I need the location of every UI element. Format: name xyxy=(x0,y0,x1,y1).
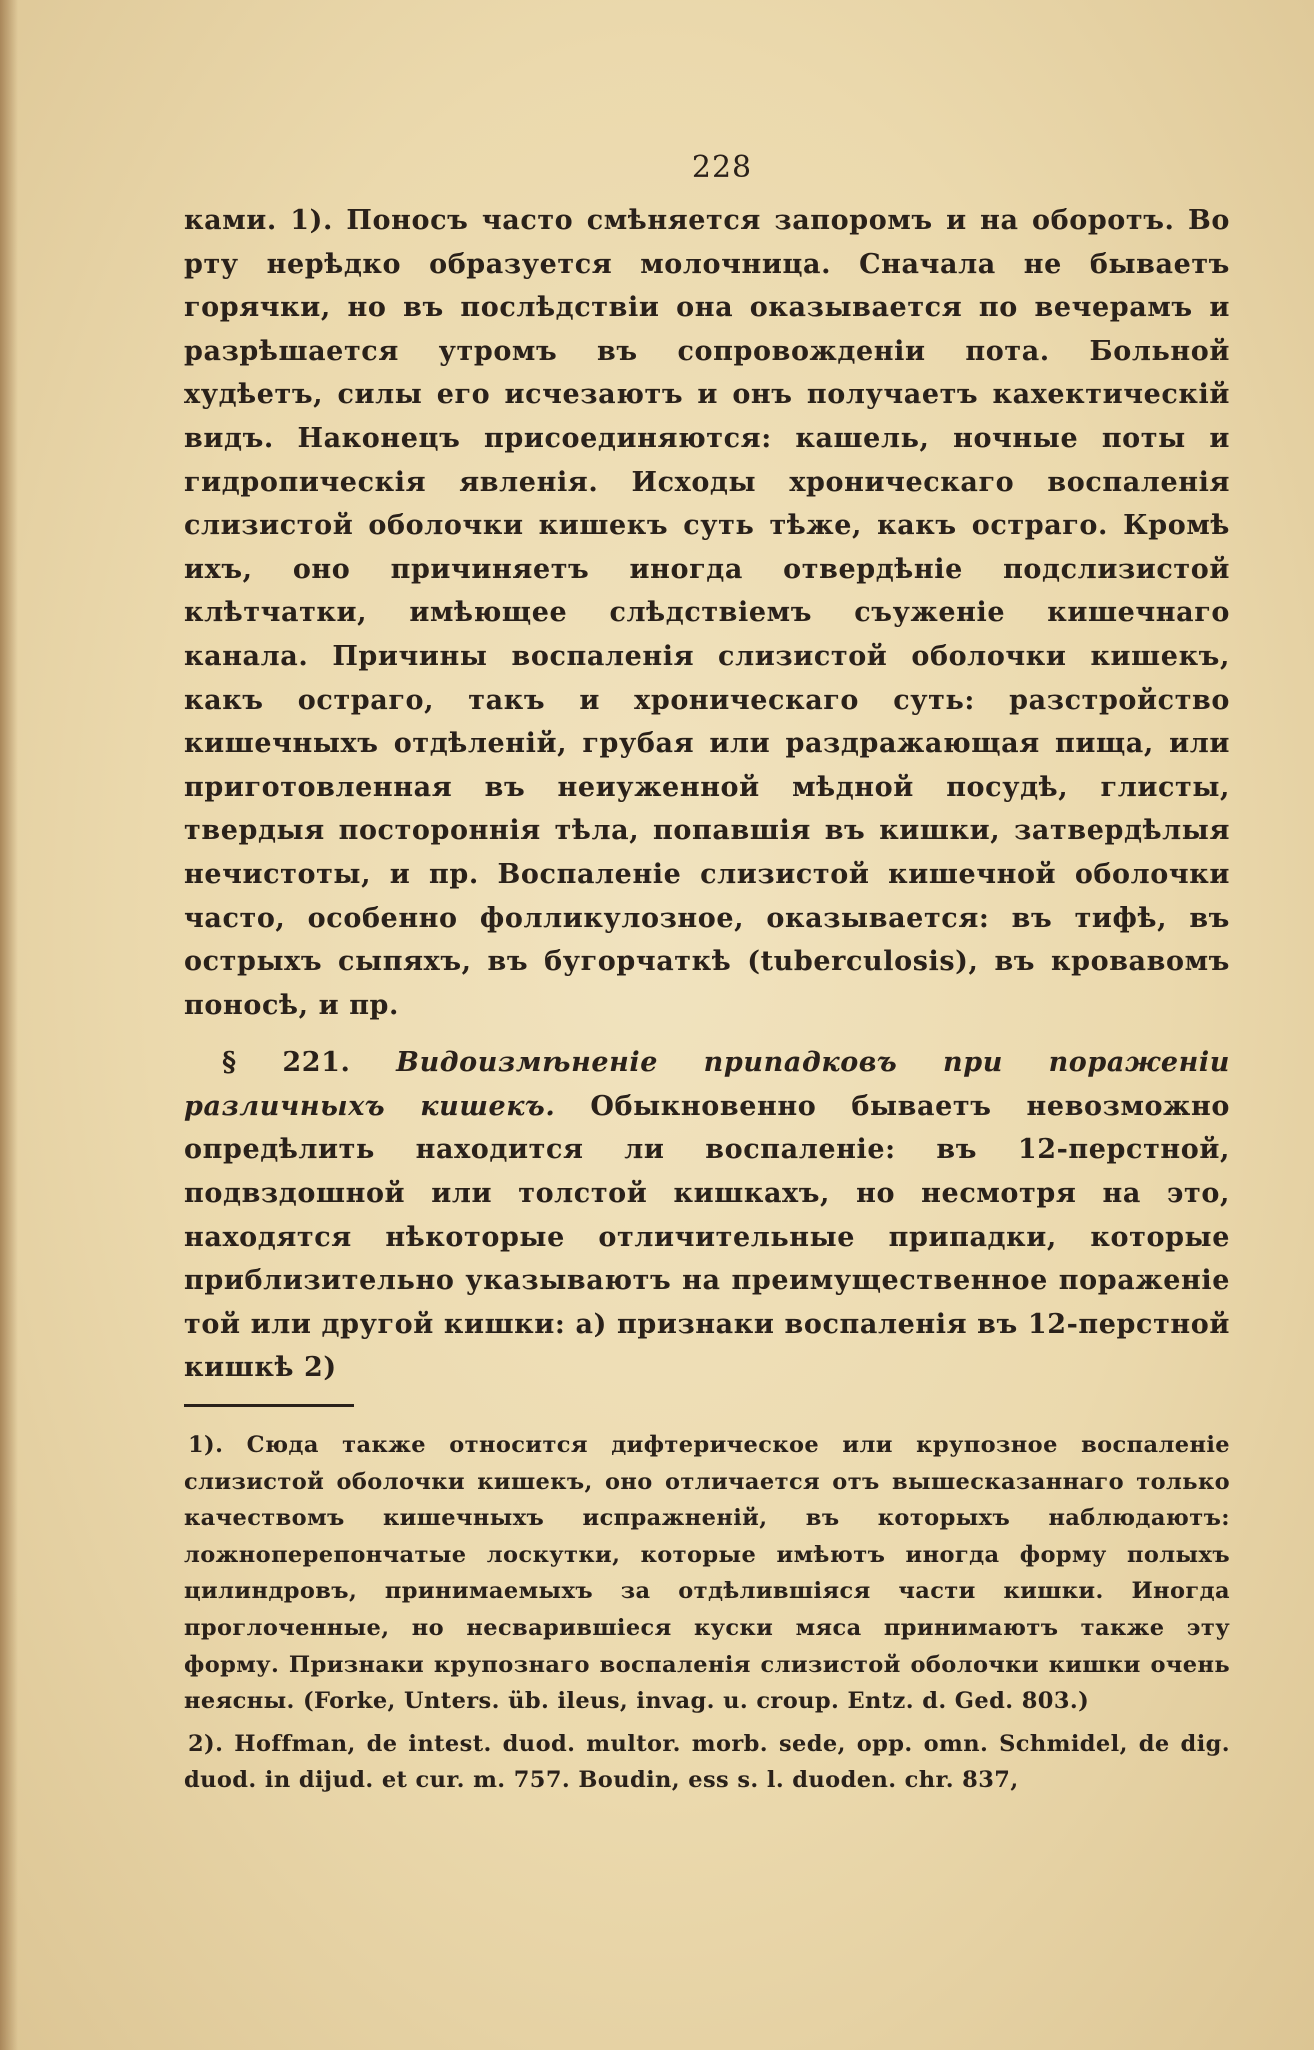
footnote-2-mark: 2). xyxy=(188,1730,224,1757)
page-edge-shadow xyxy=(0,0,18,2050)
footnote-2 xyxy=(184,1726,1230,1799)
page-number: 228 xyxy=(691,150,753,185)
section-number: § 221. xyxy=(222,1047,351,1079)
section-body-text: Обыкновенно бываетъ невозможно опредѣлить находится ли воспаленіе: въ 12-перстной, подвздошной или толстой кишкахъ, но несмотря на это, находятся нѣкоторые отличительные припадки, которые приблизительно указываютъ на преимущественное пораженіе той или другой кишки: а) признаки воспаленія въ 12-перстной кишкѣ 2) xyxy=(184,1090,1230,1384)
page-content xyxy=(184,150,1230,1805)
footnote-1 xyxy=(184,1427,1230,1720)
footnote-separator xyxy=(184,1404,354,1407)
footnote-2-text: Hoffman, de intest. duod. multor. morb. sede, opp. omn. Schmidel, de dig. duod. in dijud. et cur. m. 757. Boudin, ess s. l. duoden. chr. 837, xyxy=(184,1730,1231,1794)
paragraph-continuation: ками. 1). Поносъ часто смѣняется запоромъ и на оборотъ. Во рту нерѣдко образуется молочница. Сначала не бываетъ горячки, но въ послѣдствіи она оказывается по вечерамъ и разрѣшается утромъ въ сопровожденіи пота. Больной худѣетъ, силы его исчезаютъ и онъ получаетъ кахектическій видъ. Наконецъ присоединяются: кашель, ночные поты и гидропическія явленія. Исходы хроническаго воспаленія слизистой оболочки кишекъ суть тѣже, какъ остраго. Кромѣ ихъ, оно причиняетъ иногда отвердѣніе подслизистой клѣтчатки, имѣющее слѣдствіемъ съуженіе кишечнаго канала. Причины воспаленія слизистой оболочки кишекъ, какъ остраго, такъ и хроническаго суть: разстройство кишечныхъ отдѣленій, грубая или раздражающая пища, или приготовленная въ неиуженной мѣдной посудѣ, глисты, твердыя постороннія тѣла, попавшія въ кишки, затвердѣлыя нечистоты, и пр. Воспаленіе слизистой кишечной оболочки часто, особенно фолликулозное, оказывается: въ тифѣ, въ острыхъ сыпяхъ, въ бугорчаткѣ (tuberculosis), въ кровавомъ поносѣ, и пр. xyxy=(184,205,1230,1021)
footnote-1-mark: 1). xyxy=(188,1432,224,1459)
section-221-paragraph xyxy=(184,1041,1230,1390)
footnote-1-text: Сюда также относится дифтерическое или крупозное воспаленіе слизистой оболочки кишекъ, оно отличается отъ вышесказаннаго только качествомъ кишечныхъ испражненій, въ которыхъ наблюдаютъ: ложноперепончатые лоскутки, которые имѣютъ иногда форму полыхъ цилиндровъ, принимаемыхъ за отдѣлившіяся части кишки. Иногда проглоченные, но несварившіеся куски мяса принимаютъ также эту форму. Признаки крупознаго воспаленія слизистой оболочки кишки очень неясны. (Forke, Unters. üb. ileus, invag. u. croup. Entz. d. Ged. 803.) xyxy=(184,1432,1230,1715)
section-title: Видоизмѣненіе припадковъ при пораженіи различныхъ кишекъ. xyxy=(184,1047,1230,1122)
